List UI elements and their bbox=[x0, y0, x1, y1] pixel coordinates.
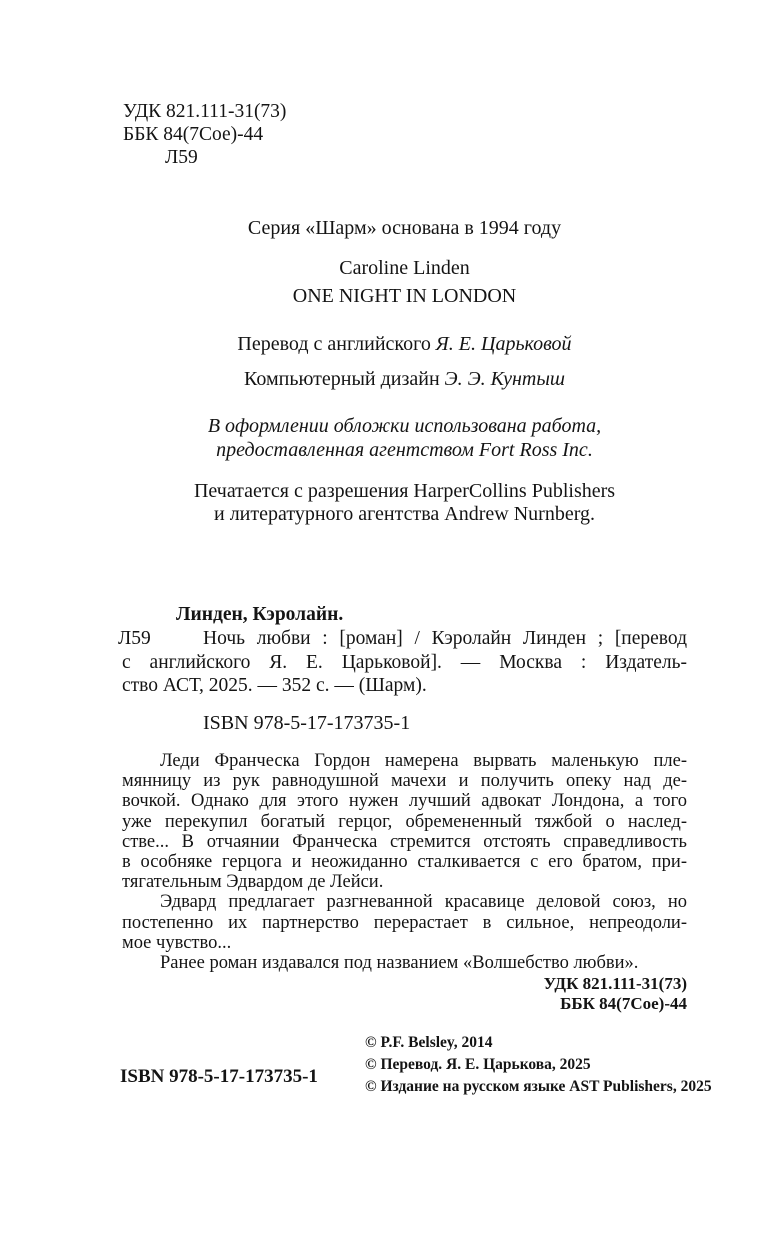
translator-name: Я. Е. Царьковой bbox=[435, 333, 572, 355]
bbk-code-bottom: ББК 84(7Сое)-44 bbox=[560, 993, 687, 1013]
udk-code-bottom: УДК 821.111-31(73) bbox=[543, 974, 687, 993]
cover-art-note bbox=[122, 415, 687, 462]
cover-art-note-line2: предоставленная агентством Fort Ross Inc. bbox=[216, 438, 593, 461]
original-title: ONE NIGHT IN LONDON bbox=[292, 285, 517, 307]
bbk-code: ББК 84(7Сое)-44 bbox=[123, 124, 264, 145]
copyright-line: © Издание на русском языке AST Publishers, 2025 bbox=[365, 1078, 712, 1095]
catalog-line: ство АСТ, 2025. — 352 с. — (Шарм). bbox=[122, 675, 427, 697]
annotation-line: вочкой. Однако для этого нужен лучший адвокат Лондона, а того bbox=[122, 791, 687, 812]
copyright-line: © P.F. Belsley, 2014 bbox=[365, 1034, 493, 1051]
catalog-author-code: Л59 bbox=[118, 627, 151, 649]
catalog-line: Ночь любви : [роман] / Кэролайн Линден ; [перевод bbox=[203, 627, 687, 649]
design-credit bbox=[122, 368, 687, 391]
annotation-line: в особняке герцога и неожиданно сталкивается с его братом, при- bbox=[122, 852, 687, 873]
isbn-footer: ISBN 978-5-17-173735-1 bbox=[120, 1066, 318, 1087]
translation-credit-prefix: Перевод с английского bbox=[237, 333, 431, 355]
annotation-line: постепенно их партнерство перерастает в сильное, непреодоли- bbox=[122, 912, 687, 933]
annotation-line: стве... В отчаянии Франческа стремится отстоять справедливость bbox=[122, 831, 687, 852]
author-sign-code: Л59 bbox=[165, 147, 198, 168]
designer-name: Э. Э. Кунтыш bbox=[444, 368, 565, 390]
catalog-line: с английского Я. Е. Царьковой]. — Москва : Издатель- bbox=[122, 651, 687, 673]
annotation-line: Эдвард предлагает разгневанной красавице деловой союз, но bbox=[160, 892, 687, 913]
cover-art-note-line1: В оформлении обложки использована работа, bbox=[207, 415, 602, 437]
annotation-line: Ранее роман издавался под названием «Волшебство любви». bbox=[160, 953, 639, 974]
isbn-catalog: ISBN 978-5-17-173735-1 bbox=[203, 712, 411, 734]
annotation-line: уже перекупил богатый герцог, обремененный тяжбой о наслед- bbox=[122, 811, 687, 832]
annotation-line: мое чувство... bbox=[122, 932, 232, 953]
original-author: Caroline Linden bbox=[339, 257, 470, 279]
permission-note bbox=[122, 480, 687, 526]
permission-note-line1: Печатается с разрешения HarperCollins Publishers bbox=[193, 480, 616, 502]
udk-code: УДК 821.111-31(73) bbox=[123, 101, 287, 122]
copyright-line: © Перевод. Я. Е. Царькова, 2025 bbox=[365, 1056, 591, 1073]
catalog-author: Линден, Кэролайн. bbox=[176, 604, 344, 625]
annotation bbox=[122, 751, 687, 973]
design-credit-prefix: Компьютерный дизайн bbox=[244, 368, 440, 390]
copyright-block bbox=[365, 1032, 712, 1098]
classification-codes-top bbox=[123, 100, 286, 169]
catalog-entry bbox=[118, 603, 687, 698]
annotation-line: тягательным Эдвардом де Лейси. bbox=[122, 872, 384, 893]
translation-credit bbox=[122, 333, 687, 356]
annotation-line: мянницу из рук равнодушной мачехи и получить опеку над де- bbox=[122, 771, 687, 792]
series-note: Серия «Шарм» основана в 1994 году bbox=[247, 217, 562, 239]
catalog-description bbox=[118, 627, 687, 698]
annotation-line: Леди Франческа Гордон намерена вырвать маленькую пле- bbox=[160, 751, 687, 771]
permission-note-line2: и литературного агентства Andrew Nurnberg. bbox=[213, 503, 595, 525]
classification-codes-bottom bbox=[122, 974, 687, 1013]
